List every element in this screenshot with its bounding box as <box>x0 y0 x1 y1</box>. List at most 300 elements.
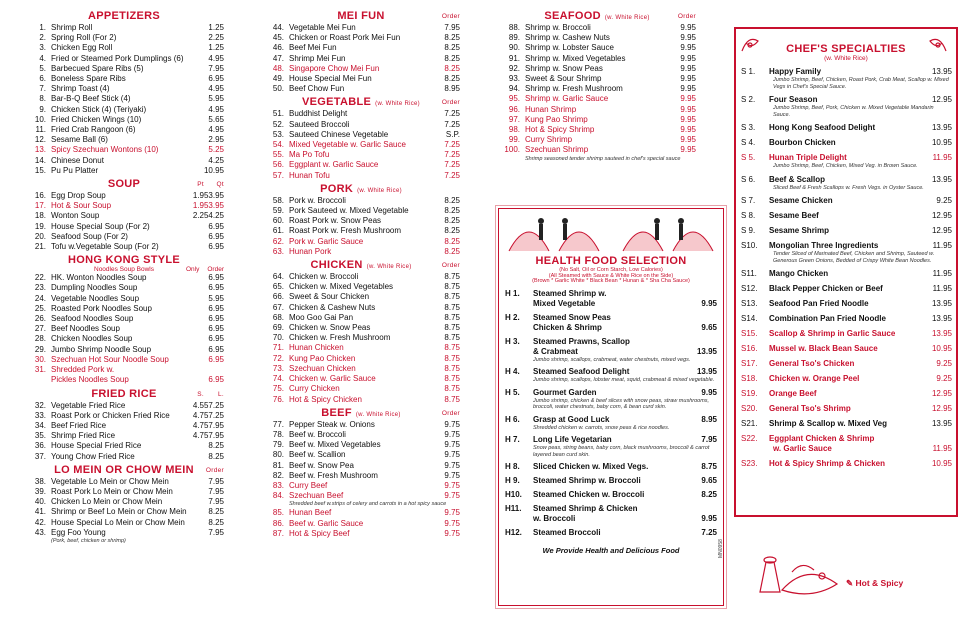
item-price: 7.95 <box>208 476 224 486</box>
item-number: 81. <box>272 460 284 470</box>
menu-item <box>262 354 460 364</box>
item-number: 25. <box>34 303 46 313</box>
item-name: Pu Pu Platter <box>51 165 99 175</box>
order-header: Order <box>677 13 696 20</box>
item-price: 8.75 <box>444 374 460 384</box>
item-name: Gourmet Garden <box>533 387 597 397</box>
item-number: 100. <box>504 145 520 155</box>
chef-item <box>736 67 956 77</box>
item-number: S 5. <box>741 153 756 162</box>
item-number: 42. <box>34 517 46 527</box>
qt-header: Qt <box>216 181 224 189</box>
chef-item <box>736 138 956 148</box>
item-price: 8.95 <box>701 414 717 424</box>
lomein-note: (Pork, beef, chicken or shrimp) <box>51 537 126 544</box>
item-number: 26. <box>34 314 46 324</box>
item-name: Eggplant w. Garlic Sauce <box>289 160 379 170</box>
section-title-meifun <box>262 10 460 22</box>
menu-item <box>262 481 460 491</box>
menu-item <box>24 94 224 104</box>
item-name: Dumpling Noodles Soup <box>51 283 138 293</box>
pepper-icon: ✎ <box>846 578 854 588</box>
health-item <box>499 490 723 500</box>
spacer <box>505 323 533 333</box>
item-name: Hunan Chicken <box>289 343 344 353</box>
menu-item <box>262 323 460 333</box>
item-price: 9.95 <box>680 94 696 104</box>
menu-item <box>24 64 224 74</box>
menu-item <box>262 23 460 33</box>
item-number: S11. <box>741 269 757 278</box>
item-price: 8.75 <box>444 363 460 373</box>
item-number: 12. <box>34 135 46 145</box>
item-number: H 3. <box>505 336 520 346</box>
item-name: Shredded Pork w. <box>51 365 115 375</box>
item-name: Pepper Steak w. Onions <box>289 419 375 429</box>
health-title: HEALTH FOOD SELECTION <box>535 255 687 267</box>
item-price: 13.95 <box>931 299 952 308</box>
item-number: 15. <box>34 165 46 175</box>
menu-item <box>262 247 460 257</box>
menu-item <box>262 33 460 43</box>
item-number: 19. <box>34 221 46 231</box>
item-price: 10.95 <box>931 344 952 353</box>
item-name: Curry Chicken <box>289 384 340 394</box>
menu-item <box>498 23 696 33</box>
item-name: Szechuan Hot Sour Noodle Soup <box>51 354 169 364</box>
item-price: 9.25 <box>936 196 952 205</box>
menu-item <box>498 84 696 94</box>
item-name: Hot & Spicy Chicken <box>289 394 362 404</box>
item-number: 43. <box>34 527 46 537</box>
item-name: Sweet & Sour Chicken <box>289 292 370 302</box>
item-price: 9.75 <box>444 460 460 470</box>
menu-item <box>24 294 224 304</box>
item-number: 92. <box>508 63 520 73</box>
item-price: 6.95 <box>208 354 224 364</box>
item-name: Chicken w. Snow Peas <box>289 323 371 333</box>
item-number: S 7. <box>741 196 756 205</box>
item-name: Steamed Snow Peas <box>533 312 611 322</box>
item-price: 6.95 <box>208 74 224 84</box>
item-name: Pork Sauteed w. Mixed Vegetable <box>289 206 409 216</box>
section-title-lomein <box>24 464 224 476</box>
item-number: S21. <box>741 419 758 428</box>
item-number: S 9. <box>741 226 756 235</box>
item-price: 9.95 <box>680 114 696 124</box>
menu-item <box>262 282 460 292</box>
menu-item <box>24 283 224 293</box>
item-number: 80. <box>272 450 284 460</box>
item-name: Chicken Lo Mein or Chow Mein <box>51 497 163 507</box>
section-title-text: APPETIZERS <box>87 10 161 22</box>
item-number: 71. <box>272 343 284 353</box>
item-name: HK. Wonton Noodles Soup <box>51 273 147 283</box>
item-number: 91. <box>508 53 520 63</box>
item-name: Shrimp Fried Rice <box>51 431 116 441</box>
menu-item <box>262 64 460 74</box>
menu-item <box>262 303 460 313</box>
item-name: Curry Shrimp <box>525 135 573 145</box>
item-note: Jumbo shrimp, scallops, lobster meat, squid, crabmeat & mixed vegetable. <box>533 377 715 383</box>
item-name: Beef w. Garlic Sauce <box>289 518 364 528</box>
item-price: 7.95 <box>701 435 717 444</box>
item-price: 5.65 <box>208 114 224 124</box>
item-number: 58. <box>272 195 284 205</box>
item-number: 28. <box>34 334 46 344</box>
item-name: Sliced Chicken w. Mixed Vegs. <box>533 462 649 471</box>
item-name: Chicken w. Fresh Mushroom <box>289 333 391 343</box>
item-name: Beef w. Mixed Vegetables <box>289 440 381 450</box>
item-name: Hunan Pork <box>289 246 332 256</box>
section-title-text: FRIED RICE <box>91 387 157 400</box>
item-name: Fried or Steamed Pork Dumplings (6) <box>51 53 184 63</box>
item-name: Black Pepper Chicken or Beef <box>769 284 883 293</box>
chef-item <box>736 284 956 294</box>
item-price: 12.95 <box>931 389 952 398</box>
section-title-soup <box>24 178 224 190</box>
menu-item <box>262 54 460 64</box>
item-price: 9.95 <box>680 63 696 73</box>
item-name: Kung Pao Shrimp <box>525 114 588 124</box>
item-name: Roast Pork w. Snow Peas <box>289 216 382 226</box>
spacer <box>505 299 533 309</box>
item-name: Hot & Sour Soup <box>51 201 112 211</box>
item-number: 46. <box>272 43 284 53</box>
item-price: 13.95 <box>696 346 717 356</box>
section-title-chef <box>736 43 956 55</box>
item-name: Hot & Spicy Shrimp & Chicken <box>769 459 886 468</box>
chef-item <box>736 404 956 414</box>
item-name: Chicken Noodles Soup <box>51 334 133 344</box>
chef-item <box>736 389 956 399</box>
item-name: Hunan Triple Delight <box>769 153 847 162</box>
item-number: 59. <box>272 206 284 216</box>
menu-item <box>262 364 460 374</box>
menu-item <box>262 74 460 84</box>
item-price: 9.95 <box>680 43 696 53</box>
chef-item <box>736 329 956 339</box>
health-item <box>499 388 723 398</box>
menu-item <box>262 84 460 94</box>
item-name: Grasp at Good Luck <box>533 414 610 424</box>
item-name: Chinese Donut <box>51 155 104 165</box>
item-price: 6.95 <box>208 242 224 252</box>
item-name: Chicken Stick (4) (Teriyaki) <box>51 104 147 114</box>
item-number: 7. <box>39 84 46 94</box>
item-name: Szechuan Beef <box>289 491 344 501</box>
menu-item <box>24 23 224 33</box>
item-price: S.P. <box>445 129 460 139</box>
item-number: 27. <box>34 324 46 334</box>
item-number: 32. <box>34 400 46 410</box>
menu-item <box>262 226 460 236</box>
item-number: H 6. <box>505 414 520 424</box>
item-price: 7.95 <box>208 527 224 537</box>
item-price: 3.95 <box>208 201 224 211</box>
chef-item <box>736 459 956 469</box>
item-note: Sliced Beef & Fresh Scallops w. Fresh Vegs. in Oyster Sauce. <box>773 184 924 191</box>
item-note: Tender Sliced of Marinated Beef, Chicken and Shrimp, Sauteed w. Generous Green Onions, Bedded of Crispy White Bean Noodles. <box>773 251 935 264</box>
chef-subtitle: (w. White Rice) <box>824 55 868 62</box>
item-number: 67. <box>272 302 284 312</box>
menu-item <box>24 105 224 115</box>
item-price: 13.95 <box>696 367 717 376</box>
item-price: 13.95 <box>931 67 952 76</box>
item-price: 6.95 <box>208 231 224 241</box>
chef-item <box>736 226 956 236</box>
menu-item <box>24 477 224 487</box>
item-name: Barbecued Spare Ribs (5) <box>51 63 144 73</box>
item-price: 8.25 <box>444 63 460 73</box>
item-name-cont: Mixed Vegetable <box>533 298 596 308</box>
item-name: Sesame Beef <box>769 211 819 220</box>
chef-item <box>736 314 956 324</box>
menu-item <box>24 222 224 232</box>
section-title-text: CHEF'S SPECIALTIES <box>786 43 906 55</box>
item-price: 9.75 <box>444 470 460 480</box>
menu-item <box>24 507 224 517</box>
item-price: 12.95 <box>931 404 952 413</box>
item-name: Steamed Shrimp & Chicken <box>533 504 638 513</box>
item-price: 6.95 <box>208 273 224 283</box>
chef-item <box>736 434 956 444</box>
item-number: S18. <box>741 374 758 383</box>
chef-item <box>736 153 956 163</box>
item-price: 4.25 <box>208 155 224 165</box>
menu-item <box>498 74 696 84</box>
item-number: S12. <box>741 284 758 293</box>
item-number: 55. <box>272 150 284 160</box>
item-price: 9.75 <box>444 518 460 528</box>
item-price-small: 2.25 <box>192 211 209 221</box>
item-name: Chicken or Roast Pork Mei Fun <box>289 33 401 43</box>
item-price: 7.25 <box>208 400 224 410</box>
menu-item <box>498 115 696 125</box>
item-name: Jumbo Shrimp Noodle Soup <box>51 344 152 354</box>
menu-item <box>24 411 224 421</box>
item-number: 24. <box>34 293 46 303</box>
item-price: 7.25 <box>208 410 224 420</box>
item-number: 62. <box>272 236 284 246</box>
item-price: 8.75 <box>444 323 460 333</box>
menu-item <box>24 304 224 314</box>
item-name: Hunan Tofu <box>289 170 330 180</box>
item-price: 9.25 <box>936 359 952 368</box>
food-illustration <box>752 522 842 602</box>
menu-item <box>498 33 696 43</box>
health-item-cont <box>499 347 723 357</box>
item-number: 23. <box>34 283 46 293</box>
menu-item <box>262 206 460 216</box>
order-header: Order <box>441 262 460 270</box>
chef-item <box>736 344 956 354</box>
item-name: Moo Goo Gai Pan <box>289 312 354 322</box>
item-note: Jumbo Shrimp, Beef, Chicken, Roast Pork, Crab Meat, Scallop w. Mixed Vegs in Chef's Special Sauce. <box>773 77 949 90</box>
item-number: 82. <box>272 470 284 480</box>
chef-item <box>736 419 956 429</box>
item-name: Shrimp w. Cashew Nuts <box>525 33 610 43</box>
item-price: 8.25 <box>444 74 460 84</box>
item-name: Boneless Spare Ribs <box>51 74 126 84</box>
item-number: 21. <box>34 242 46 252</box>
item-number: 97. <box>508 114 520 124</box>
menu-item <box>24 487 224 497</box>
item-name: Mongolian Three Ingredients <box>769 241 879 250</box>
item-number: 88. <box>508 23 520 32</box>
item-price: 4.95 <box>208 84 224 94</box>
menu-item <box>262 120 460 130</box>
health-item <box>499 435 723 445</box>
item-number: 53. <box>272 129 284 139</box>
menu-item <box>498 135 696 145</box>
item-number: 40. <box>34 497 46 507</box>
item-name: Wonton Soup <box>51 211 100 221</box>
item-price: 7.25 <box>701 528 717 537</box>
item-name: Beef w. Scallion <box>289 450 346 460</box>
column-1 <box>24 8 224 545</box>
menu-item <box>24 156 224 166</box>
item-price-small: 1.95 <box>192 201 209 211</box>
item-name: Sesame Ball (6) <box>51 135 108 145</box>
seafood-note: Shrimp seasoned tender shrimp sauteed in chef's special sauce <box>525 155 681 162</box>
item-name: General Tso's Chicken <box>769 359 855 368</box>
item-name: Hong Kong Seafood Delight <box>769 123 876 132</box>
item-number: S 3. <box>741 123 756 132</box>
menu-item <box>262 43 460 53</box>
item-name: Sweet & Sour Shrimp <box>525 74 602 84</box>
item-price: 7.25 <box>444 119 460 129</box>
item-number: 37. <box>34 451 46 461</box>
item-number: 90. <box>508 43 520 53</box>
menu-item <box>262 461 460 471</box>
item-price: 9.95 <box>680 125 696 135</box>
item-note: Jumbo Shrimp, Beef, Pork, Chicken w. Mixed Vegetable Mandarin Sauce. <box>773 105 934 118</box>
item-note: Snow peas, string beans, baby corn, black mushrooms, broccoli & carrot layered bean curd skin. <box>533 445 710 458</box>
item-price: 9.75 <box>444 528 460 538</box>
menu-item <box>262 140 460 150</box>
section-title-seafood <box>498 10 696 22</box>
item-number: 65. <box>272 282 284 292</box>
item-price: 8.25 <box>444 226 460 236</box>
item-name: Szechuan Shrimp <box>525 145 589 155</box>
item-number: S 1. <box>741 67 756 76</box>
item-note: Jumbo Shrimp, Beef, Chicken, Mixed Veg. in Brown Sauce. <box>773 163 918 169</box>
item-name: Beef Chow Fun <box>289 84 345 94</box>
item-price: 1.25 <box>208 23 224 32</box>
item-price: 9.75 <box>444 450 460 460</box>
item-price-small: 4.55 <box>192 400 209 410</box>
item-price: 8.25 <box>444 216 460 226</box>
item-number: 38. <box>34 476 46 486</box>
menu-item <box>262 343 460 353</box>
item-price: 11.95 <box>932 153 952 162</box>
item-number: 89. <box>508 33 520 43</box>
only-label: Only <box>186 266 200 274</box>
item-price: 6.95 <box>208 344 224 354</box>
item-name: Buddhist Delight <box>289 109 348 119</box>
menu-item <box>24 441 224 451</box>
section-title-pork <box>262 183 460 195</box>
item-number: 5. <box>39 63 46 73</box>
item-number: 84. <box>272 491 284 501</box>
menu-item <box>24 166 224 176</box>
item-name: Ma Po Tofu <box>289 150 330 160</box>
item-price: 8.95 <box>444 84 460 94</box>
item-number: 17. <box>34 201 46 211</box>
item-name: Mussel w. Black Bean Sauce <box>769 344 878 353</box>
item-number: 87. <box>272 528 284 538</box>
item-number: 33. <box>34 410 46 420</box>
section-subtitle: (w. White Rice) <box>366 264 412 271</box>
item-name: Fried Crab Rangoon (6) <box>51 125 136 135</box>
item-name: Kung Pao Chicken <box>289 353 356 363</box>
item-price: 9.95 <box>701 387 717 397</box>
item-price: 6.95 <box>208 283 224 293</box>
item-price: 8.25 <box>208 517 224 527</box>
menu-item <box>24 401 224 411</box>
item-price: 7.25 <box>444 160 460 170</box>
section-title-text: SOUP <box>107 178 141 191</box>
menu-item <box>262 196 460 206</box>
item-name: House Special Lo Mein or Chow Mein <box>51 517 185 527</box>
item-price: 9.95 <box>680 23 696 32</box>
item-price: 4.95 <box>208 104 224 114</box>
item-name: Chicken w. Orange Peel <box>769 374 860 383</box>
item-number: H 2. <box>505 312 520 322</box>
section-title-text: PORK <box>320 182 354 195</box>
item-price: 8.75 <box>444 394 460 404</box>
item-name: Eggplant Chicken & Shrimp <box>769 434 875 443</box>
item-price: 9.65 <box>701 476 717 485</box>
item-number: 69. <box>272 323 284 333</box>
item-price: 7.25 <box>444 109 460 119</box>
item-number: 11. <box>35 125 46 135</box>
item-number: H 8. <box>505 462 520 471</box>
menu-item <box>498 54 696 64</box>
spicy-legend <box>846 578 903 589</box>
item-name-cont: Pickles Noodles Soup <box>51 375 129 385</box>
item-number: S15. <box>741 329 758 338</box>
spacer <box>505 347 533 357</box>
item-name: Shrimp w. Fresh Mushroom <box>525 84 623 94</box>
item-name: Steamed Seafood Delight <box>533 367 630 376</box>
menu-item <box>262 420 460 430</box>
item-price: 7.25 <box>444 170 460 180</box>
item-number: S23. <box>741 459 758 468</box>
item-price: 6.95 <box>208 314 224 324</box>
hk-sub-text: Noodles Soup Bowls <box>94 266 154 274</box>
chef-item <box>736 374 956 384</box>
item-number: 22. <box>34 273 46 283</box>
item-number: 61. <box>272 226 284 236</box>
item-number: 45. <box>272 33 284 43</box>
menu-item <box>24 115 224 125</box>
item-number: 9. <box>39 104 46 114</box>
item-name: Tofu w.Vegetable Soup (For 2) <box>51 242 159 252</box>
item-number: S17. <box>741 359 758 368</box>
menu-item <box>262 395 460 405</box>
item-number: 95. <box>508 94 520 104</box>
item-number: 8. <box>39 94 46 104</box>
item-name: Chicken w. Garlic Sauce <box>289 374 376 384</box>
item-name: Chicken w. Mixed Vegetables <box>289 282 394 292</box>
item-price: 7.25 <box>444 140 460 150</box>
chef-item <box>736 241 956 251</box>
item-name: Bar-B-Q Beef Stick (4) <box>51 94 131 104</box>
item-price: 1.25 <box>208 43 224 53</box>
item-number: 3. <box>39 43 46 53</box>
